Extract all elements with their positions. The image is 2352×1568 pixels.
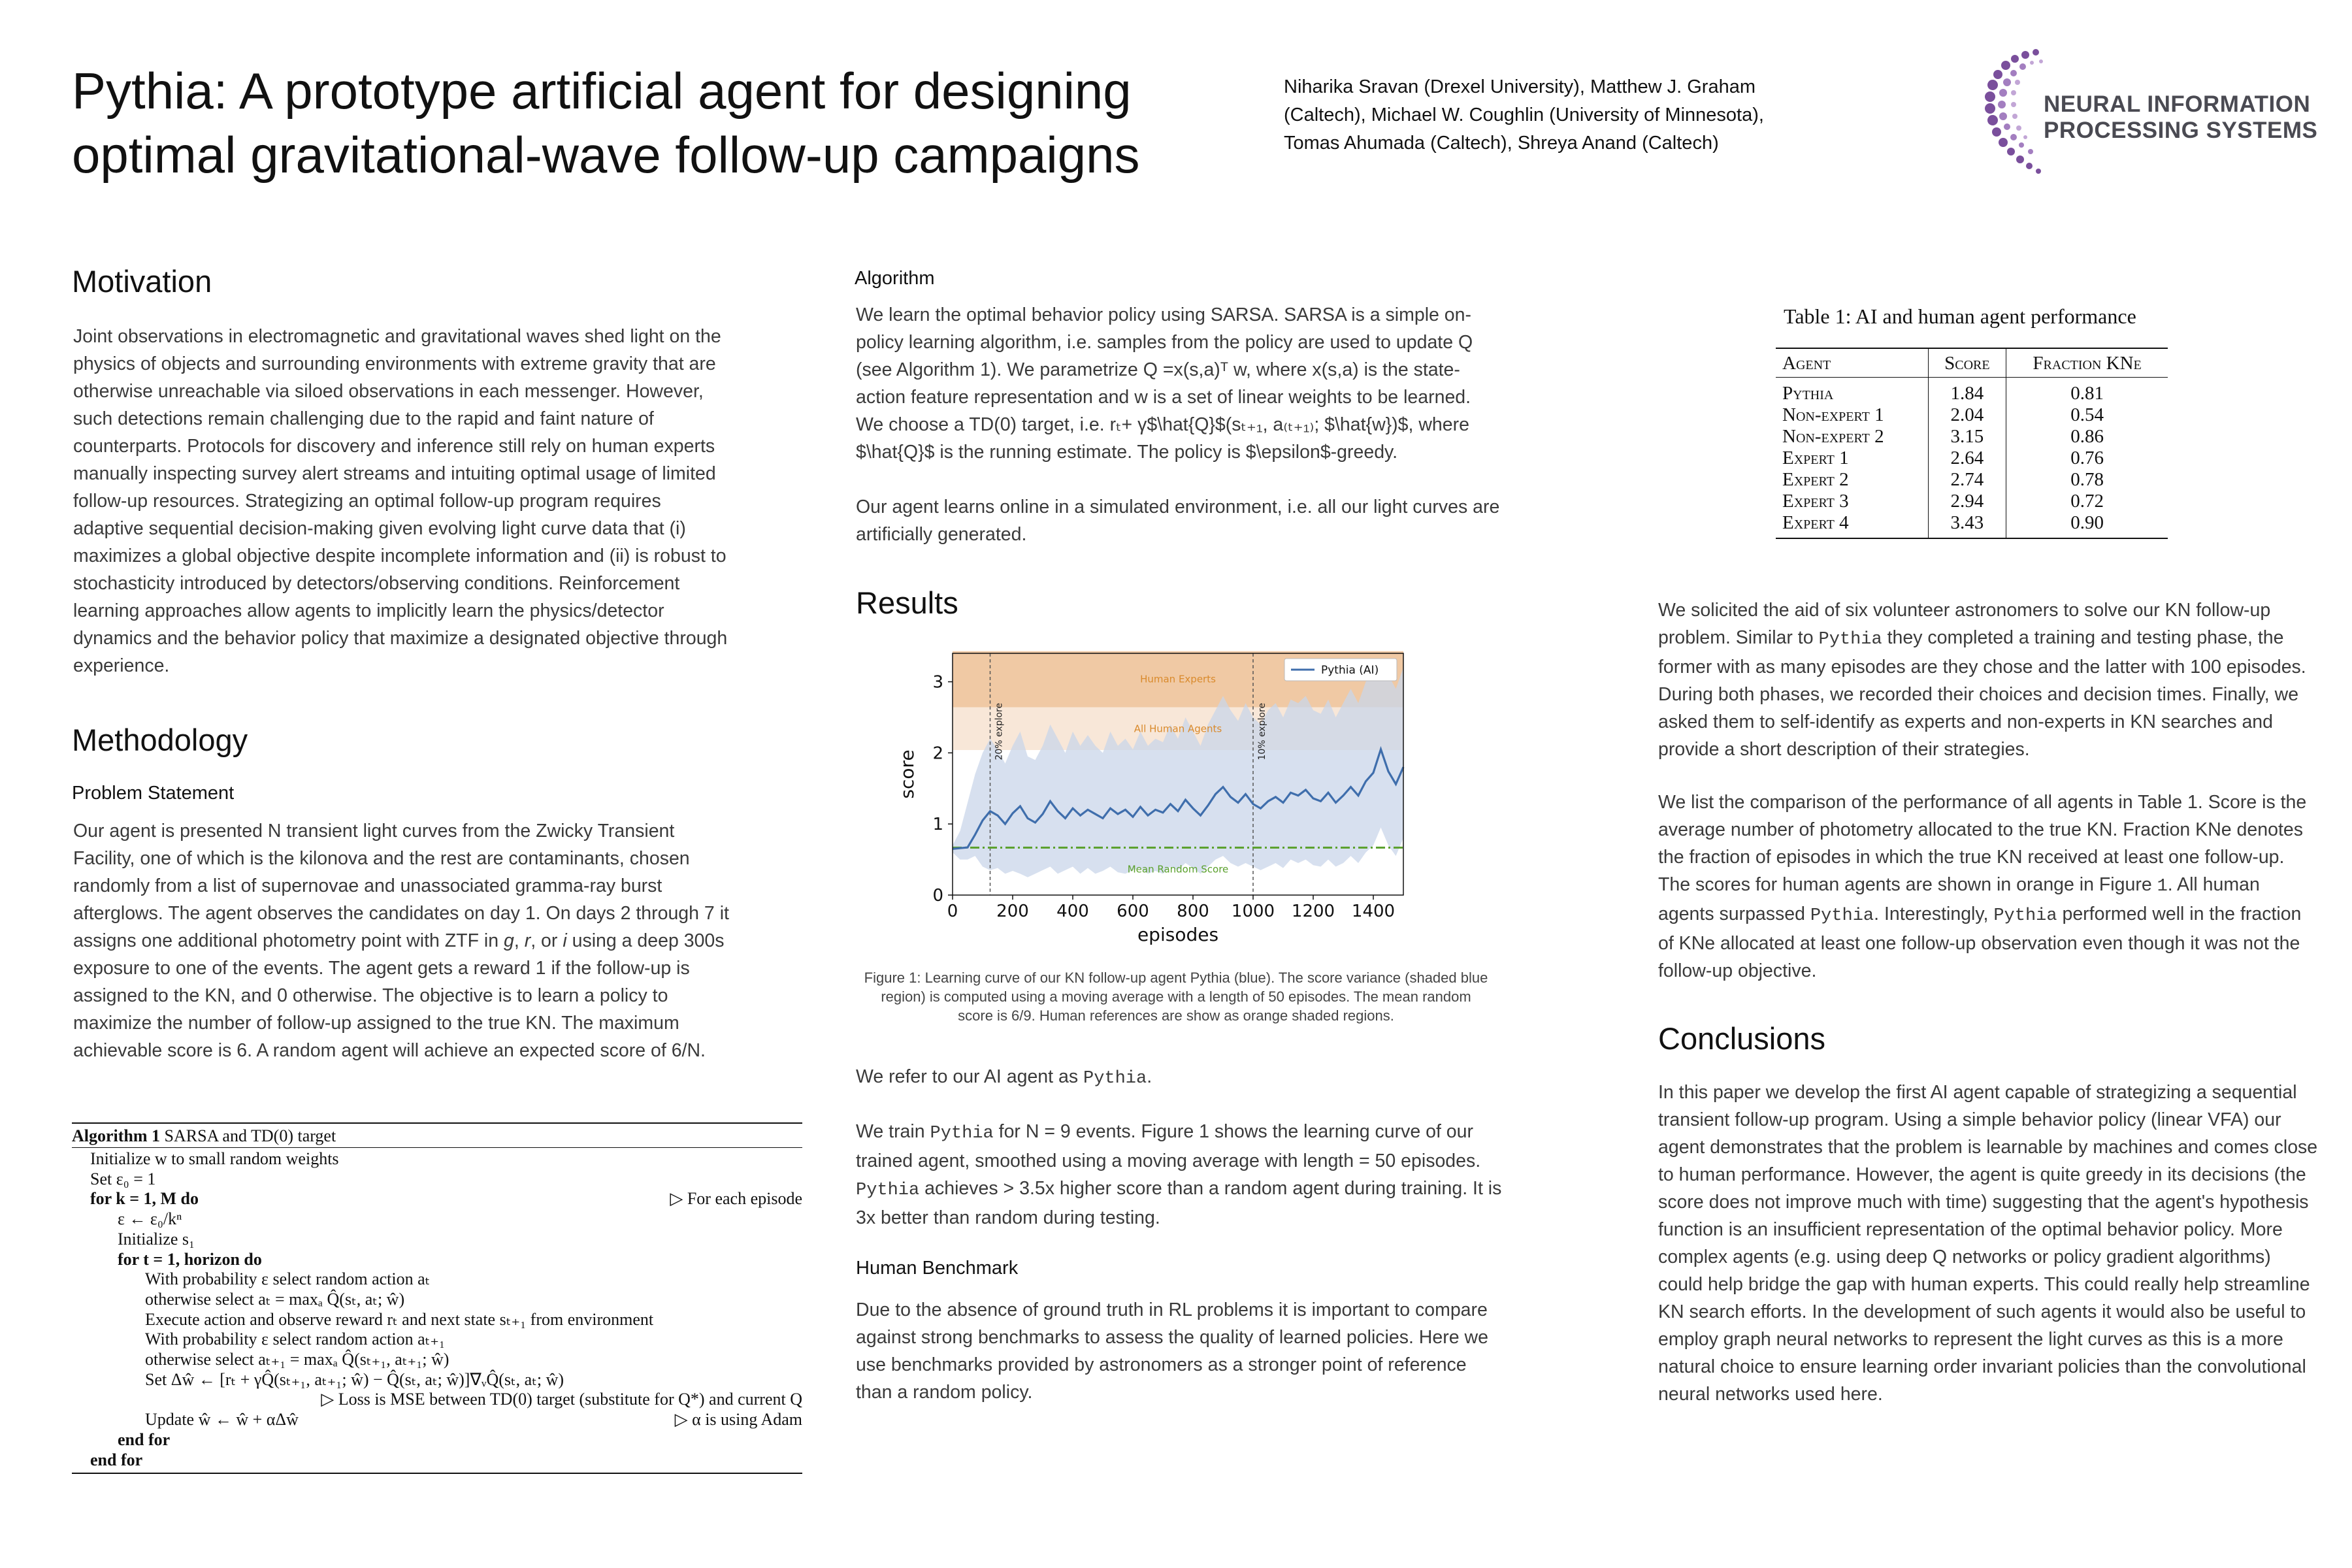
algorithm-line: end for [90, 1450, 143, 1469]
problem-text-part-2: using a deep 300s exposure to one of the events. The agent gets a reward 1 if the follow-up is assigned to the KN, and 0 otherwise. The objective is to learn a policy to maximize the number of follow-up assigned to the true KN. The maximum achievable score is 6. A random agent will achieve an expected score of 6/N. [73, 930, 725, 1061]
y-axis-label: score [896, 749, 918, 799]
problem-statement-heading: Problem Statement [72, 783, 235, 804]
pythia-code: Pythia [1083, 1069, 1147, 1088]
human-study-part: they completed a training and testing phase, the former with as many episodes are they chose and the latter with 100 episodes. During both phases, we recorded their choices and decision times. Finally, we asked them to self-identify as experts and non-experts in KN searches and provide a short description of their strategies. [1658, 627, 2306, 760]
algorithm-line: ε ← ε₀/kⁿ [118, 1209, 182, 1229]
algorithm-label: Algorithm 1 [72, 1126, 161, 1145]
algorithm-line: Set Δŵ ← [rₜ + γQ̂(sₜ₊₁, aₜ₊₁; ŵ) − Q̂(sₜ, aₜ; ŵ)]∇ᵥQ̂(sₜ, aₜ; ŵ) [145, 1369, 564, 1389]
algorithm-line: Initialize w to small random weights [90, 1149, 339, 1168]
band-label: Human Experts [1140, 673, 1216, 685]
comparison-part: performed well in the fraction of KNe allocated at least one follow-up observation even though it was not the follow-up objective. [1658, 904, 2302, 981]
agent-cell: Non-expert 1 [1782, 404, 1884, 425]
algorithm-line: for t = 1, horizon do [118, 1249, 262, 1269]
algorithm-body [72, 1148, 802, 1473]
figure-ref: 1 [2157, 877, 2168, 896]
algorithm-line [72, 1189, 802, 1209]
algorithm-section-heading: Algorithm [855, 268, 935, 289]
comparison-part: . Interestingly, [1874, 904, 1994, 924]
human-benchmark-heading: Human Benchmark [856, 1258, 1019, 1279]
figure-caption: Figure 1: Learning curve of our KN follow-up agent Pythia (blue). The score variance (shaded blue region) is computed using a moving average with a length of 50 episodes. The mean random score is 6/9. Human references are show as orange shaded regions. [864, 970, 1488, 1024]
methodology-heading: Methodology [72, 723, 248, 757]
results-p2-text: We train [856, 1121, 930, 1142]
table-row [1776, 404, 2168, 426]
y-tick-label: 1 [932, 815, 943, 835]
x-tick-label: 800 [1177, 902, 1209, 921]
agent-cell: Pythia [1782, 383, 1834, 404]
algorithm-line-text: Update ŵ ← ŵ + αΔŵ [145, 1410, 299, 1429]
conclusions-text: In this paper we develop the first AI agent capable of strategizing a sequential transient follow-up program. Using a simple behavior policy (linear VFA) our agent demonstrates that the problem is learnable by machines and comes close to human performance. However, the agent is quite greedy in its decisions (the score does not improve much with time) suggesting that the agent's hypothesis function is an insufficient representation of the optimal behavior policy. More complex agents (e.g. using deep Q networks or policy gradient algorithms) could help bridge the gap with human experts. This could really help streamline KN search efforts. In the development of such agents it would also be useful to employ graph neural networks to represent the light curves as this is a more natural choice to ensure learning order invariant policies than the convolutional neural networks used here. [1658, 1082, 2318, 1405]
human-study-text [1658, 596, 2318, 763]
fraction-cell: 0.81 [2006, 378, 2168, 405]
table-row [1776, 469, 2168, 491]
results-p2-text: for N = 9 events. Figure 1 shows the learning curve of our trained agent, smoothed using a moving average with length = 50 episodes. [856, 1121, 1481, 1171]
fraction-cell: 0.54 [2006, 404, 2168, 426]
table-header-row [1776, 348, 2168, 378]
algorithm-line: With probability ε select random action aₜ [145, 1269, 431, 1289]
table-caption: Table 1: AI and human agent performance [1784, 304, 2136, 328]
algorithm-line [72, 1410, 802, 1430]
y-tick-label: 0 [932, 886, 943, 906]
agent-cell: Non-expert 2 [1782, 426, 1884, 447]
fraction-cell: 0.86 [2006, 426, 2168, 448]
logo-line-1: NEURAL INFORMATION [2044, 91, 2311, 117]
score-cell: 3.43 [1928, 512, 2006, 538]
problem-statement-text [73, 817, 733, 1064]
fraction-cell: 0.76 [2006, 448, 2168, 469]
y-tick-label: 3 [932, 672, 943, 693]
random-score-label: Mean Random Score [1127, 863, 1229, 875]
human-study-part: We solicited the aid of six volunteer astronomers to solve our KN follow-up problem. Similar to [1658, 600, 2271, 648]
x-tick-label: 1200 [1291, 902, 1335, 921]
algorithm-line: end for [118, 1429, 171, 1449]
results-heading: Results [856, 585, 958, 620]
authors-line-3: Tomas Ahumada (Caltech), Shreya Anand (Caltech) [1284, 133, 1719, 154]
pythia-code: Pythia [1810, 906, 1874, 926]
band-g: g [504, 930, 514, 951]
x-tick-label: 600 [1117, 902, 1149, 921]
algorithm-section-text-2: Our agent learns online in a simulated environment, i.e. all our light curves are artificially generated. [856, 497, 1500, 545]
logo-line-2: PROCESSING SYSTEMS [2044, 118, 2318, 143]
results-paragraph-2 [856, 1118, 1503, 1232]
x-tick-label: 400 [1056, 902, 1089, 921]
score-cell: 3.15 [1928, 426, 2006, 448]
band-label: All Human Agents [1134, 723, 1222, 735]
fraction-cell: 0.72 [2006, 491, 2168, 512]
comparison-text [1658, 789, 2318, 985]
pythia-code: Pythia [856, 1181, 920, 1200]
x-tick-label: 200 [996, 902, 1029, 921]
score-cell: 1.84 [1928, 378, 2006, 405]
algorithm-line: Execute action and observe reward rₜ and next state sₜ₊₁ from environment [145, 1309, 654, 1329]
poster-title [72, 59, 1248, 187]
title-line-1: Pythia: A prototype artificial agent for designing [72, 62, 1132, 120]
x-tick-label: 1000 [1231, 902, 1275, 921]
comparison-part: We list the comparison of the performance of all agents in Table 1. Score is the average number of photometry allocated to the true KN. Fraction KNe denotes the fraction of episodes in which the true KN received at least one follow-up. The scores for human agents are shown in orange in Figure [1658, 792, 2307, 895]
algorithm-header [72, 1124, 802, 1148]
table-row [1776, 491, 2168, 512]
pythia-code: Pythia [1818, 630, 1882, 649]
results-paragraph-1 [856, 1063, 1503, 1092]
x-axis-label: episodes [1137, 924, 1219, 945]
score-cell: 2.04 [1928, 404, 2006, 426]
table-header: Fraction KNe [2006, 348, 2168, 378]
motivation-text: Joint observations in electromagnetic and gravitational waves shed light on the physics of objects and surrounding environments with extreme gravity that are otherwise unreachable via siloed observations in each messenger. However, such detections remain challenging due to the rapid and faint nature of counterparts. Protocols for discovery and inference still rely on human experts manually inspecting survey alert streams and intuiting optimal usage of limited follow-up resources. Strategizing an optimal follow-up program requires adaptive sequential decision-making given evolving light curve data that (i) maximizes a global objective despite incomplete information and (ii) is robust to stochasticity introduced by detectors/observing conditions. Reinforcement learning approaches allow agents to implicitly learn the physics/detector dynamics and the behavior policy that maximize a designated objective through experience. [73, 326, 728, 676]
algorithm-comment: ▷ α is using Adam [674, 1410, 802, 1429]
algorithm-line: With probability ε select random action aₜ₊₁ [145, 1330, 446, 1349]
algorithm-line: otherwise select aₜ₊₁ = maxₐ Q̂(sₜ₊₁, aₜ₊₁; ŵ) [145, 1350, 449, 1369]
table-row [1776, 378, 2168, 405]
algorithm-line: ▷ Loss is MSE between TD(0) target (substitute for Q*) and current Q [321, 1390, 802, 1409]
pythia-code: Pythia [930, 1124, 994, 1143]
table-row [1776, 448, 2168, 469]
band-r: r [524, 930, 531, 951]
score-cell: 2.64 [1928, 448, 2006, 469]
authors-line-2: (Caltech), Michael W. Coughlin (University of Minnesota), [1284, 105, 1764, 125]
legend-label: Pythia (AI) [1321, 664, 1379, 677]
neurips-logo-text [2044, 91, 2317, 144]
title-line-2: optimal gravitational-wave follow-up campaigns [72, 126, 1140, 184]
conclusions-heading: Conclusions [1658, 1021, 1826, 1056]
score-cell: 2.74 [1928, 469, 2006, 491]
algorithm-comment: ▷ For each episode [670, 1189, 802, 1209]
problem-text-sep-2: , or [531, 930, 563, 951]
problem-text-sep-1: , [514, 930, 525, 951]
pythia-code: Pythia [1993, 906, 2057, 926]
neurips-logo-icon [1973, 43, 2051, 193]
explore-label: 10% explore [1257, 702, 1267, 760]
agent-cell: Expert 3 [1782, 491, 1849, 512]
explore-label: 20% explore [994, 702, 1005, 760]
agent-cell: Expert 2 [1782, 469, 1849, 490]
algorithm-box [72, 1122, 802, 1474]
results-p1-text: We refer to our AI agent as [856, 1066, 1083, 1087]
band-i: i [563, 930, 567, 951]
algorithm-title: SARSA and TD(0) target [164, 1126, 336, 1145]
x-tick-label: 1400 [1351, 902, 1396, 921]
score-cell: 2.94 [1928, 491, 2006, 512]
algorithm-section-text-1: We learn the optimal behavior policy using SARSA. SARSA is a simple on-policy learning algorithm, i.e. samples from the policy are used to update Q (see Algorithm 1). We parametrize Q =x(s,a)ᵀ w, where x(s,a) is the state-action feature representation and w is a set of linear weights to be learned. We choose a TD(0) target, i.e. rₜ+ γ$\hat{Q}$(sₜ₊₁, a₍ₜ₊₁₎; $\hat{w})$, where $\hat{Q}$ is the running estimate. The policy is $\epsilon$-greedy. [856, 304, 1473, 463]
table-row [1776, 426, 2168, 448]
y-tick-label: 2 [932, 743, 943, 764]
results-p1-end: . [1147, 1066, 1152, 1087]
motivation-heading: Motivation [72, 264, 212, 299]
algorithm-line: otherwise select aₜ = maxₐ Q̂(sₜ, aₜ; ŵ) [145, 1289, 405, 1309]
authors-line-1: Niharika Sravan (Drexel University), Matthew J. Graham [1284, 76, 1756, 97]
human-benchmark-text: Due to the absence of ground truth in RL problems it is important to compare against strong benchmarks to assess the quality of learned policies. Here we use benchmarks provided by astronomers as a stronger point of reference than a random policy. [856, 1299, 1488, 1403]
x-tick-label: 0 [947, 902, 958, 921]
table-header: Agent [1776, 348, 1928, 378]
learning-curve-chart [882, 647, 1483, 967]
results-p2-text: achieves > 3.5x higher score than a random agent during training. It is 3x better than random during testing. [856, 1178, 1502, 1228]
fraction-cell: 0.78 [2006, 469, 2168, 491]
algorithm-line-text: for k = 1, M do [90, 1189, 199, 1209]
algorithm-line: Initialize s₁ [118, 1229, 195, 1249]
table-row [1776, 512, 2168, 538]
comparison-part: . All human agents surpassed [1658, 874, 2260, 924]
table-header: Score [1928, 348, 2006, 378]
author-list [1284, 73, 1826, 157]
problem-text-part-1: Our agent is presented N transient light curves from the Zwicky Transient Facility, one of which is the kilonova and the rest are contaminants, chosen randomly from a list of supernovae and unassociated gramma-ray burst afterglows. The agent observes the candidates on day 1. On days 2 through 7 it assigns one additional photometry point with ZTF in [73, 821, 729, 951]
agent-cell: Expert 4 [1782, 512, 1849, 533]
fraction-cell: 0.90 [2006, 512, 2168, 538]
algorithm-line: Set ε₀ = 1 [90, 1169, 156, 1188]
agent-cell: Expert 1 [1782, 448, 1849, 468]
performance-table [1776, 348, 2168, 539]
